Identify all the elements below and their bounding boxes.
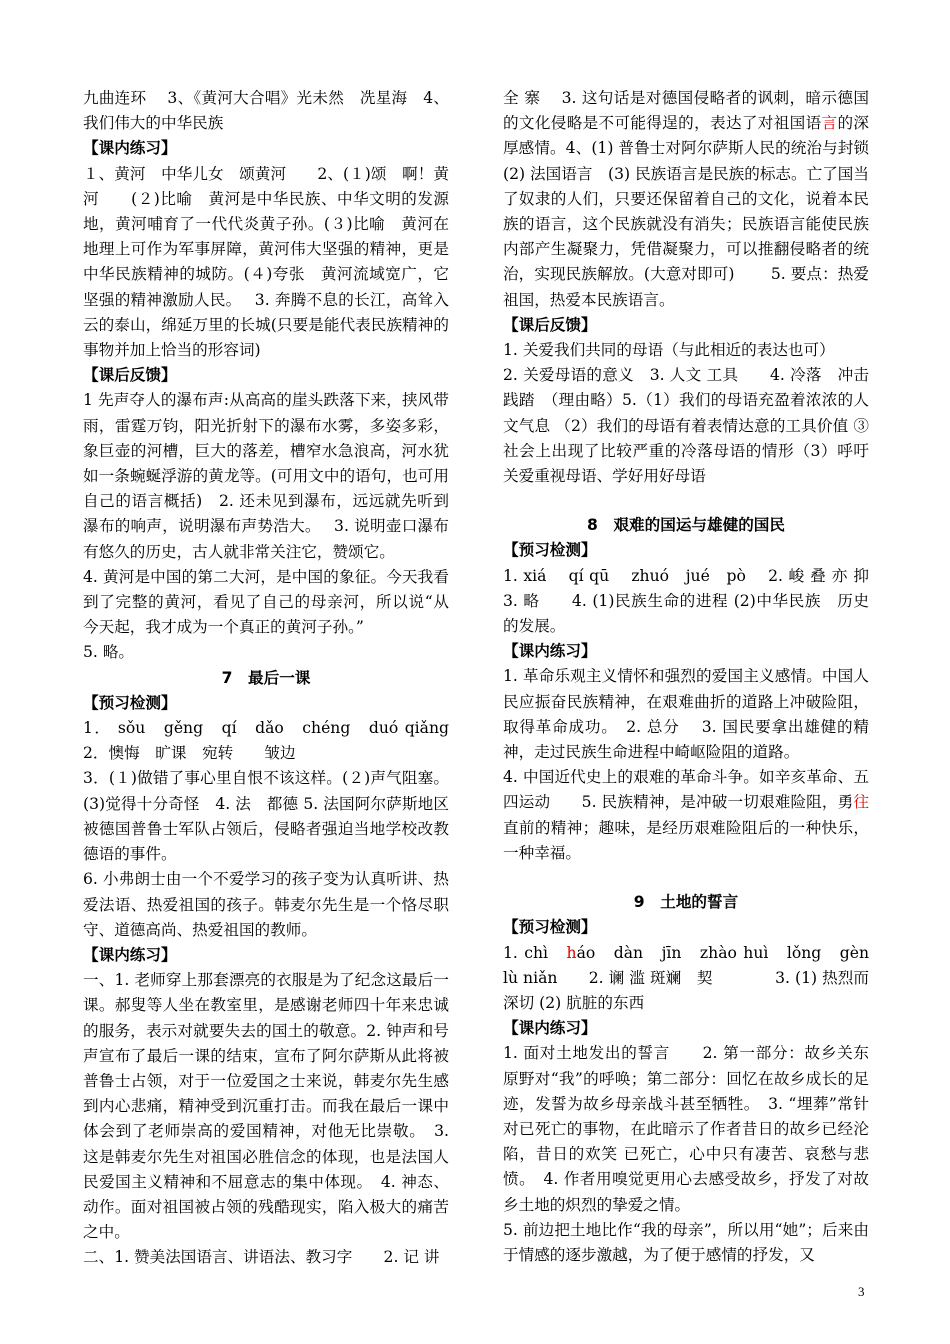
answer-paragraph: 6. 小弗朗士由一个不爱学习的孩子变为认真听讲、热爱法语、热爱祖国的孩子。韩麦尔先生是一个恪尽职守、道德高尚、热爱祖国的教师。 [83,870,449,939]
answer-paragraph [503,765,869,866]
answer-paragraph: 5. 前边把土地比作“我的母亲”，所以用“她”；后来由于情感的逐步激越，为了便于感情的抒发，又 [503,1220,869,1264]
answer-paragraph [503,941,885,1017]
section-heading: 【课后反馈】 [83,366,177,385]
text-run: 全 寨 3. 这句话是对德国侵略者的讽刺，暗示德国的文化侵略是不可能得逞的，表达了对祖国语 [503,89,869,133]
lesson-title: 8 艰难的国运与雄健的国民 [587,516,785,535]
section-heading: 【课内练习】 [83,139,177,158]
text-run: 的深厚感情。4、(1) 普鲁士对阿尔萨斯人民的统治与封锁 (2) 法国语言 (3) 民族语言是民族的标志。亡了国当了奴隶的人们，只要还保留着自己的文化，说着本民族的语言，这个民族就没有消失；民族语言能使民族内部产生凝聚力，凭借凝聚力，可以推翻侵略者的统治，实现民族解放。(大意对即可) 5. 要点：热爱祖国，热爱本民族语言。 [503,114,869,309]
right-column [503,86,901,1268]
page-number: 3 [858,1284,865,1299]
answer-paragraph: 1 先声夺人的瀑布声:从高高的崖头跌落下来，挟风带雨，雷霆万钧，阳光折射下的瀑布水雾，多姿多彩，象巨壶的河槽，巨大的落差，槽窄水急浪高，河水犹如一条蜿蜒浮游的黄龙等。(可用文中的语句，也可用自己的语言概括) 2. 还未见到瀑布，远远就先听到瀑布的响声，说明瀑布声势浩大。 3. 说明壶口瀑布有悠久的历史，古人就非常关注它，赞颂它。 [83,391,449,561]
section-heading: 【预习检测】 [503,918,597,937]
highlighted-char: h [566,943,577,962]
lesson-title: 7 最后一课 [221,668,311,687]
answer-paragraph: 一、1. 老师穿上那套漂亮的衣服是为了纪念这最后一课。郝叟等人坐在教室里，是感谢老师四十年来忠诚的服务，表示对就要失去的国土的敬意。2. 钟声和号声宣布了最后一课的结束，宣布了阿尔萨斯从此将被普鲁士占领，对于一位爱国之士来说，韩麦尔先生感到内心悲痛，精神受到沉重打击。而我在最后一课中体会到了老师崇高的爱国精神，对他无比崇敬。 3. 这是韩麦尔先生对祖国必胜信念的体现，也是法国人民爱国主义精神和不屈意志的集中体现。 4. 神态、动作。面对祖国被占领的残酷现实，陷入极大的痛苦之中。 [83,971,449,1242]
answer-paragraph: 1. 关爱我们共同的母语（与此相近的表达也可） [503,341,835,360]
answer-paragraph: 1. 革命乐观主义情怀和强烈的爱国主义感情。中国人民应振奋民族精神，在艰难曲折的道路上冲破险阻，取得革命成功。 2. 总分 3. 国民要拿出雄健的精神，走过民族生命进程中崎岖险阻的道路。 [503,667,869,762]
section-heading: 【课内练习】 [503,642,597,661]
text-run: 4. 中国近代史上的艰难的革命斗争。如辛亥革命、五四运动 5. 民族精神，是冲破一切艰难险阻，勇 [503,768,869,812]
text-run: 直前的精神；趣味，是经历艰难险阻后的一种快乐，一种幸福。 [503,818,869,862]
answer-paragraph: 2. 关爱母语的意义 3. 人文 工具 4. 冷落 冲击 践踏 （理由略）5.（1）我们的母语充盈着浓浓的人文气息 （2）我们的母语有着表情达意的工具价值 ③社会上出现了比较严重的冷落母语的情形（3）呼吁关爱重视母语、学好用好母语 [503,366,869,486]
spacer [503,866,869,890]
text-run: áo dàn jīn zhào huì lǒng gèn lù niǎn 2. 谰 滥 斑斓 契 3. (1) 热烈而深切 (2) 肮脏的东西 [503,943,885,1012]
left-column [83,86,465,1271]
answer-paragraph [503,86,869,313]
highlighted-char: 言 [821,114,838,133]
answer-paragraph: １、黄河 中华儿女 颂黄河 2、(１)颂 啊！黄河 (２)比喻 黄河是中华民族、中华文明的发源地，黄河哺育了一代代炎黄子孙。(３)比喻 黄河在地理上可作为军事屏障，黄河伟大坚强的精神，更是中华民族精神的城防。(４)夸张 黄河流域宽广，它坚强的精神激励人民。 3. 奔腾不息的长江，高耸入云的泰山，绵延万里的长城(只要是能代表民族精神的事物并加上恰当的形容词) [83,164,449,360]
section-heading: 【课内练习】 [83,945,177,964]
answer-paragraph: 5. 略。 [83,643,135,662]
answer-paragraph: 1. 面对土地发出的誓言 2. 第一部分：故乡关东原野对“我”的呼唤；第二部分：回忆在故乡成长的足迹，发誓为故乡母亲战斗甚至牺牲。 3. “埋葬”常针对已死亡的事物，在此暗示了作者昔日的故乡已经沦陷，昔日的欢笑 已死亡，心中只有凄苦、哀愁与悲愤。 4. 作者用嗅觉更用心去感受故乡，抒发了对故乡土地的炽烈的挚爱之情。 [503,1044,869,1214]
section-heading: 【课后反馈】 [503,315,597,334]
spacer [503,489,869,513]
section-heading: 【课内练习】 [503,1019,597,1038]
answer-paragraph: 3．(１)做错了事心里自恨不该这样。(２)声气阻塞。(3)觉得十分奇怪 4. 法 都德 5. 法国阿尔萨斯地区被德国普鲁士军队占领后，侵略者强迫当地学校改教德语的事件。 [83,769,449,864]
answer-paragraph: 4. 黄河是中国的第二大河，是中国的象征。今天我看到了完整的黄河，看见了自己的母亲河，所以说“从今天起，我才成为一个真正的黄河子孙。” [83,567,449,637]
section-heading: 【预习检测】 [83,693,177,712]
section-heading: 【预习检测】 [503,541,597,560]
answer-paragraph: 1. xiá qí qū zhuó jué pò 2. 峻 叠 亦 抑 3. 略 4. (1)民族生命的进程 (2)中华民族 历史的发展。 [503,566,901,636]
answer-paragraph: 二、1. 赞美法国语言、讲语法、教习字 2. 记 讲 [83,1248,440,1267]
highlighted-char: 往 [853,793,869,812]
text-run: 1. chì [503,943,567,962]
answer-paragraph: 1． sǒu gěng qí dǎo chéng duó qiǎng 2．懊悔 旷课 宛转 皱边 [83,719,465,763]
answer-paragraph: 九曲连环 3、《黄河大合唱》光未然 冼星海 4、我们伟大的中华民族 [83,89,449,133]
lesson-title: 9 土地的誓言 [633,893,739,912]
